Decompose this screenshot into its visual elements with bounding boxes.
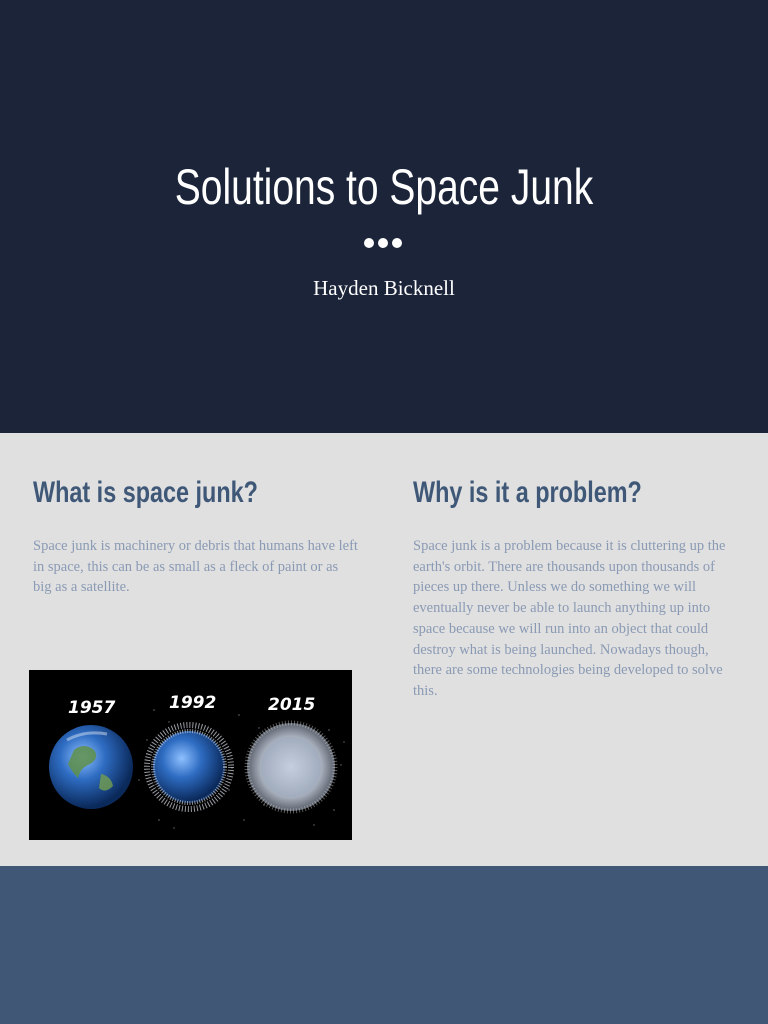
year-label-2015: 2015: [268, 695, 316, 715]
footer-band: [0, 866, 768, 1024]
decorative-dots: [364, 238, 404, 250]
earth-debris-illustration: [29, 670, 352, 840]
dot-icon: [392, 238, 402, 248]
dot-icon: [378, 238, 388, 248]
year-label-1992: 1992: [169, 693, 217, 713]
title-section: [0, 0, 768, 433]
page-title: Solutions to Space Junk: [174, 159, 594, 215]
dot-icon: [364, 238, 374, 248]
author-name: Hayden Bicknell: [313, 276, 455, 300]
heading-why-is-it-a-problem: Why is it a problem?: [413, 476, 642, 509]
paragraph-why-is-it-a-problem: Space junk is a problem because it is cluttering up the earth's orbit. There are thousands upon thousands of pieces up there. Unless we do something we will eventually never be able to launch anything up into space because we will run into an object that could destroy what is being launched. Nowadays though, there are some technologies being developed to solve this.: [413, 538, 726, 699]
content-section: [0, 433, 768, 866]
paragraph-what-is-space-junk: Space junk is machinery or debris that humans have left in space, this can be as small as a fleck of paint or as big as a satellite.: [33, 538, 358, 596]
heading-what-is-space-junk: What is space junk?: [33, 476, 258, 509]
space-debris-image: [29, 670, 352, 840]
year-label-1957: 1957: [68, 698, 116, 718]
